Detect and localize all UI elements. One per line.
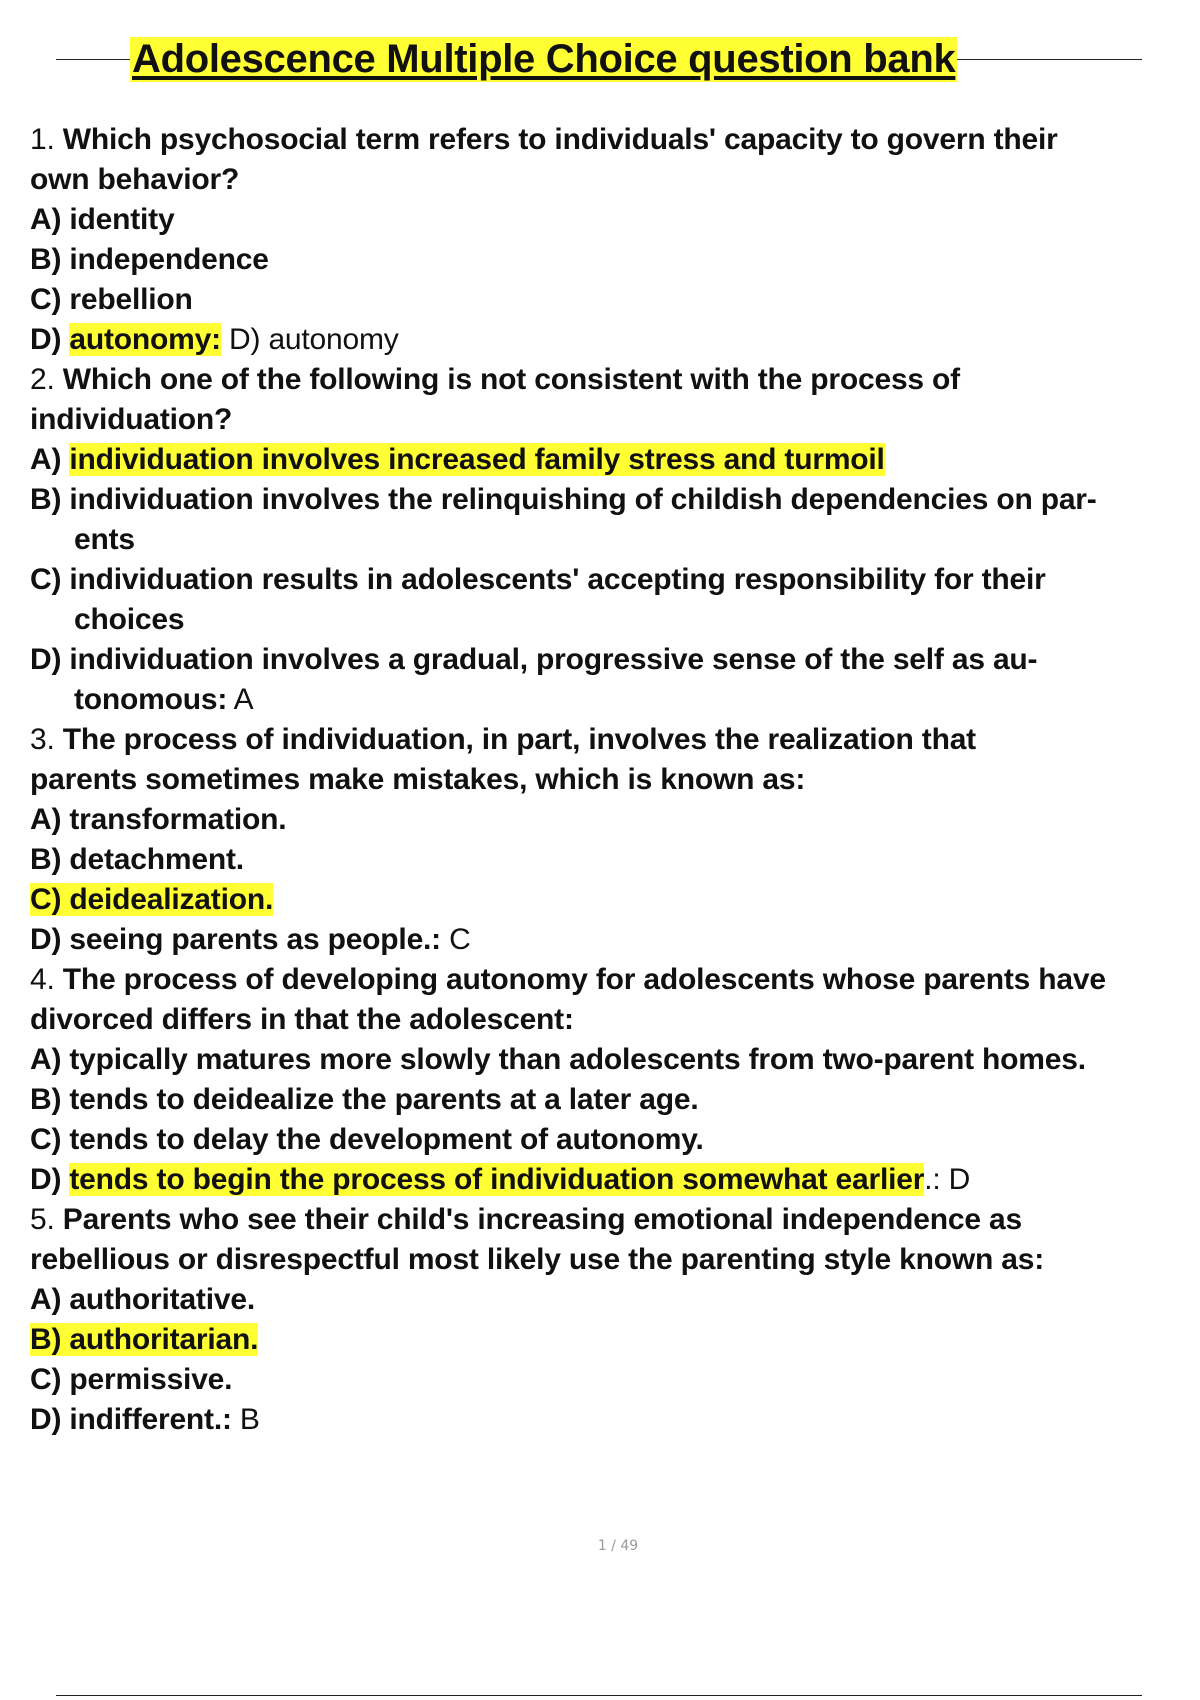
question-4-stem-line-1 bbox=[30, 960, 1190, 1000]
question-3-option-d bbox=[30, 920, 1190, 960]
question-1-stem-line-1 bbox=[30, 120, 1190, 160]
question-1-number: 1. bbox=[30, 123, 55, 156]
question-5-text: Parents who see their child's increasing emotional independence as bbox=[62, 1203, 1022, 1236]
question-2-stem-line-2: individuation? bbox=[30, 403, 233, 436]
question-4-answer: D bbox=[940, 1163, 971, 1196]
question-2-option-d-text: tonomous: bbox=[74, 683, 228, 716]
question-3 bbox=[30, 720, 1190, 960]
question-5-option-b bbox=[30, 1320, 1190, 1360]
question-5-option-a: A) authoritative. bbox=[30, 1283, 255, 1316]
question-4-text: The process of developing autonomy for adolescents whose parents have bbox=[62, 963, 1106, 996]
question-3-option-b: B) detachment. bbox=[30, 843, 244, 876]
question-5-option-d-text: D) indifferent.: bbox=[30, 1403, 232, 1436]
question-2-option-b-line-1: B) individuation involves the relinquishing of childish dependencies on par- bbox=[30, 483, 1097, 516]
question-2-stem-line-1 bbox=[30, 360, 1190, 400]
question-2-option-a bbox=[30, 440, 1190, 480]
question-3-option-c bbox=[30, 880, 1190, 920]
question-1 bbox=[30, 120, 1190, 360]
question-4 bbox=[30, 960, 1190, 1200]
question-2 bbox=[30, 360, 1190, 720]
question-5-option-c: C) permissive. bbox=[30, 1363, 233, 1396]
question-2-answer: A bbox=[227, 683, 254, 716]
question-1-answer: D) autonomy bbox=[220, 323, 399, 356]
question-4-option-b: B) tends to deidealize the parents at a later age. bbox=[30, 1083, 699, 1116]
question-4-number: 4. bbox=[30, 963, 55, 996]
question-4-option-d-suffix: .: bbox=[924, 1163, 941, 1196]
question-5-number: 5. bbox=[30, 1203, 55, 1236]
question-2-option-c-line-2: choices bbox=[74, 603, 185, 636]
title-row bbox=[56, 30, 1142, 88]
document-title: Adolescence Multiple Choice question bank bbox=[132, 36, 956, 81]
page-number: 1 / 49 bbox=[597, 1538, 639, 1554]
question-2-option-d-line-2 bbox=[30, 680, 1190, 720]
question-2-option-c-line-1: C) individuation results in adolescents' accepting responsibility for their bbox=[30, 563, 1046, 596]
question-5 bbox=[30, 1200, 1190, 1440]
question-list bbox=[30, 120, 1190, 1440]
question-4-option-a: A) typically matures more slowly than adolescents from two-parent homes. bbox=[30, 1043, 1086, 1076]
question-2-number: 2. bbox=[30, 363, 55, 396]
question-3-option-d-text: D) seeing parents as people.: bbox=[30, 923, 441, 956]
question-1-option-b: B) independence bbox=[30, 243, 269, 276]
question-4-option-c: C) tends to delay the development of autonomy. bbox=[30, 1123, 704, 1156]
question-3-text: The process of individuation, in part, involves the realization that bbox=[62, 723, 976, 756]
question-5-option-b-highlight: B) authoritarian. bbox=[30, 1323, 259, 1356]
bottom-rule bbox=[56, 1695, 1142, 1696]
question-5-answer: B bbox=[231, 1403, 260, 1436]
question-5-option-d bbox=[30, 1400, 1190, 1440]
question-3-number: 3. bbox=[30, 723, 55, 756]
question-3-stem-line-1 bbox=[30, 720, 1190, 760]
question-3-answer: C bbox=[440, 923, 471, 956]
question-1-option-d-highlight: autonomy: bbox=[69, 323, 221, 356]
question-2-option-d-line-1: D) individuation involves a gradual, progressive sense of the self as au- bbox=[30, 643, 1038, 676]
question-2-option-b-line-2: ents bbox=[74, 523, 135, 556]
question-3-stem-line-2: parents sometimes make mistakes, which is known as: bbox=[30, 763, 806, 796]
question-1-stem-line-2: own behavior? bbox=[30, 163, 240, 196]
question-3-option-a: A) transformation. bbox=[30, 803, 287, 836]
question-5-stem-line-1 bbox=[30, 1200, 1190, 1240]
question-1-option-c: C) rebellion bbox=[30, 283, 193, 316]
question-4-option-d-highlight: tends to begin the process of individuation somewhat earlier bbox=[69, 1163, 925, 1196]
question-2-option-a-highlight: individuation involves increased family stress and turmoil bbox=[69, 443, 885, 476]
question-2-text: Which one of the following is not consistent with the process of bbox=[62, 363, 960, 396]
question-1-option-a: A) identity bbox=[30, 203, 175, 236]
question-3-option-c-highlight: C) deidealization. bbox=[30, 883, 274, 916]
title-rule-left bbox=[56, 59, 130, 60]
title-rule-right bbox=[957, 59, 1142, 60]
question-1-option-d-prefix: D) bbox=[30, 323, 70, 356]
question-5-stem-line-2: rebellious or disrespectful most likely use the parenting style known as: bbox=[30, 1243, 1045, 1276]
question-1-text: Which psychosocial term refers to individuals' capacity to govern their bbox=[62, 123, 1058, 156]
question-4-option-d-prefix: D) bbox=[30, 1163, 70, 1196]
question-4-stem-line-2: divorced differs in that the adolescent: bbox=[30, 1003, 574, 1036]
question-2-option-a-prefix: A) bbox=[30, 443, 70, 476]
question-1-option-d bbox=[30, 320, 1190, 360]
question-4-option-d bbox=[30, 1160, 1190, 1200]
